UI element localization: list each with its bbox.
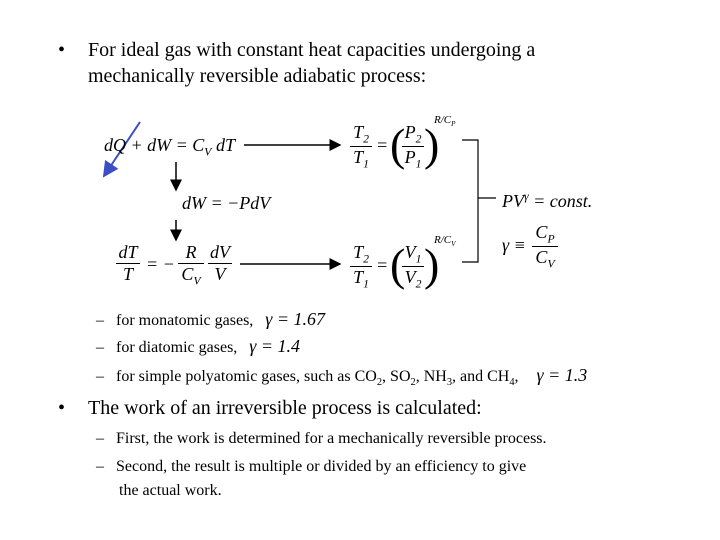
bullet-1-line-1: For ideal gas with constant heat capacities undergoing a [88,39,536,61]
bullet-marker: • [58,39,66,61]
pv-equation: $PV^\gamma$ = const. [502,190,593,211]
sub-item-monatomic: – for monatomic gases, γ = 1.67 [96,309,326,329]
dash-marker: – [96,458,104,475]
bullet-2-text: The work of an irreversible process is calculated: [88,397,482,419]
sub-item-second: – Second, the result is multiple or divided by an efficiency to give [96,458,527,475]
sub-item-diatomic: – for diatomic gases, γ = 1.4 [96,336,301,356]
gamma-value: γ = 1.67 [265,309,326,329]
sub-item-polyatomic: – for simple polyatomic gases, such as $CO_2$, $SO_2$, $NH_3$, and $CH_4$, γ = 1.3 [96,365,588,389]
dash-marker: – [96,339,104,356]
gamma-value: γ = 1.4 [249,336,301,356]
dash-marker: – [96,368,104,385]
diagram: dQ + dW = $C_V$ dT dW = −PdV dT T = − R $C_V$ dV V $T_2$ $T_1$ = ( $P_2$ $P_1$ ) $R/C_P$ $T_2$ $T_1$ = ( $V_1$ $V_2$ ) $R/C_V$ $PV^\gamma$ = const. γ ≡ $C_P$ $C_V$ [0,0,720,300]
work-equation: dW = −PdV [182,193,271,213]
bullet-marker: • [58,397,66,419]
sub-item-first: – First, the work is determined for a mechanically reversible process. [96,430,547,447]
right-bracket [462,140,478,262]
gamma-value: γ = 1.3 [536,365,588,385]
dash-marker: – [96,312,104,329]
energy-equation: dQ + dW = $C_V$ dT [104,135,235,159]
sub-item-second-line-2: the actual work. [119,482,222,499]
bullet-1-line-2: mechanically reversible adiabatic process: [88,65,427,87]
dash-marker: – [96,430,104,447]
